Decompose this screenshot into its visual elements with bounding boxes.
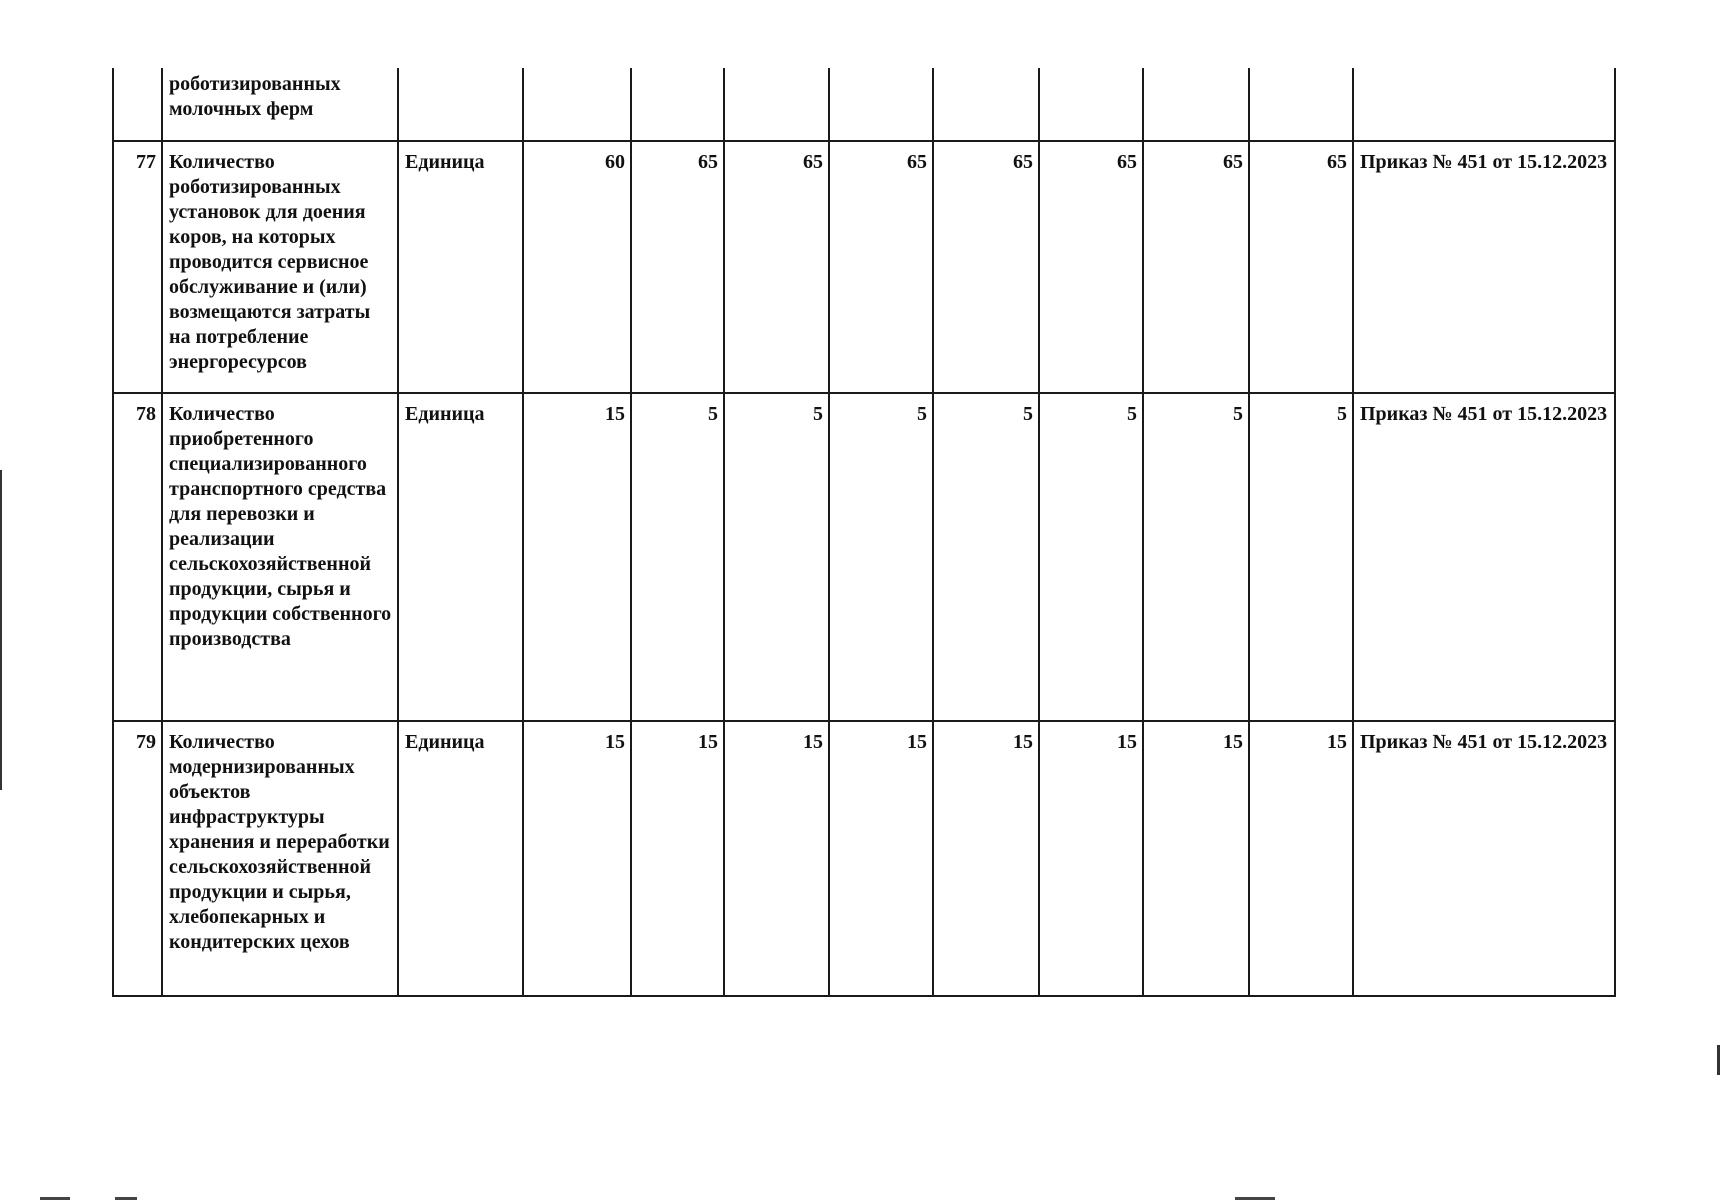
cell-value [523, 68, 631, 141]
cell-value [933, 68, 1039, 141]
cell-basis: Приказ № 451 от 15.12.2023 [1353, 721, 1615, 996]
table-row [113, 393, 1615, 721]
cell-value: 65 [631, 141, 724, 393]
cell-value: 15 [1249, 721, 1353, 996]
cell-value: 65 [1143, 141, 1249, 393]
cell-value [829, 68, 933, 141]
cell-value: 15 [933, 721, 1039, 996]
table-row [113, 141, 1615, 393]
cell-value: 65 [933, 141, 1039, 393]
cell-value: 15 [1143, 721, 1249, 996]
cell-value: 5 [631, 393, 724, 721]
cell-basis: Приказ № 451 от 15.12.2023 [1353, 141, 1615, 393]
cell-value [1039, 68, 1143, 141]
cell-value: 65 [829, 141, 933, 393]
cell-value: 15 [1039, 721, 1143, 996]
cell-value: 15 [523, 393, 631, 721]
cell-indicator-name: роботизированных молочных ферм [162, 68, 398, 141]
cell-unit [398, 68, 523, 141]
cell-value: 65 [724, 141, 829, 393]
cell-value: 15 [829, 721, 933, 996]
cell-value: 15 [724, 721, 829, 996]
cell-value: 5 [1249, 393, 1353, 721]
cell-value: 5 [1143, 393, 1249, 721]
cell-value [1249, 68, 1353, 141]
cell-value: 60 [523, 141, 631, 393]
cell-value: 5 [1039, 393, 1143, 721]
cell-unit: Единица [398, 721, 523, 996]
cell-num: 79 [113, 721, 162, 996]
cell-value: 5 [724, 393, 829, 721]
cell-value [1143, 68, 1249, 141]
cell-value [724, 68, 829, 141]
scan-edge-mark-left [0, 470, 2, 790]
cell-indicator-name: Количество приобретенного специализированного транспортного средства для перевозки и реализации сельскохозяйственной продукции, сырья и продукции собственного производства [162, 393, 398, 721]
cell-basis [1353, 68, 1615, 141]
cell-num: 77 [113, 141, 162, 393]
cell-value: 5 [933, 393, 1039, 721]
cell-value: 5 [829, 393, 933, 721]
cell-unit: Единица [398, 141, 523, 393]
cell-num [113, 68, 162, 141]
cell-unit: Единица [398, 393, 523, 721]
cell-indicator-name: Количество роботизированных установок для доения коров, на которых проводится сервисное обслуживание и (или) возмещаются затраты на потребление энергоресурсов [162, 141, 398, 393]
cell-indicator-name: Количество модернизированных объектов инфраструктуры хранения и переработки сельскохозяйственной продукции и сырья, хлебопекарных и кондитерских цехов [162, 721, 398, 996]
indicators-table [112, 68, 1616, 997]
cell-value: 15 [631, 721, 724, 996]
cell-value: 65 [1249, 141, 1353, 393]
cell-value [631, 68, 724, 141]
table-row-continued [113, 68, 1615, 141]
table-row [113, 721, 1615, 996]
cell-num: 78 [113, 393, 162, 721]
cell-value: 15 [523, 721, 631, 996]
cell-basis: Приказ № 451 от 15.12.2023 [1353, 393, 1615, 721]
cell-value: 65 [1039, 141, 1143, 393]
